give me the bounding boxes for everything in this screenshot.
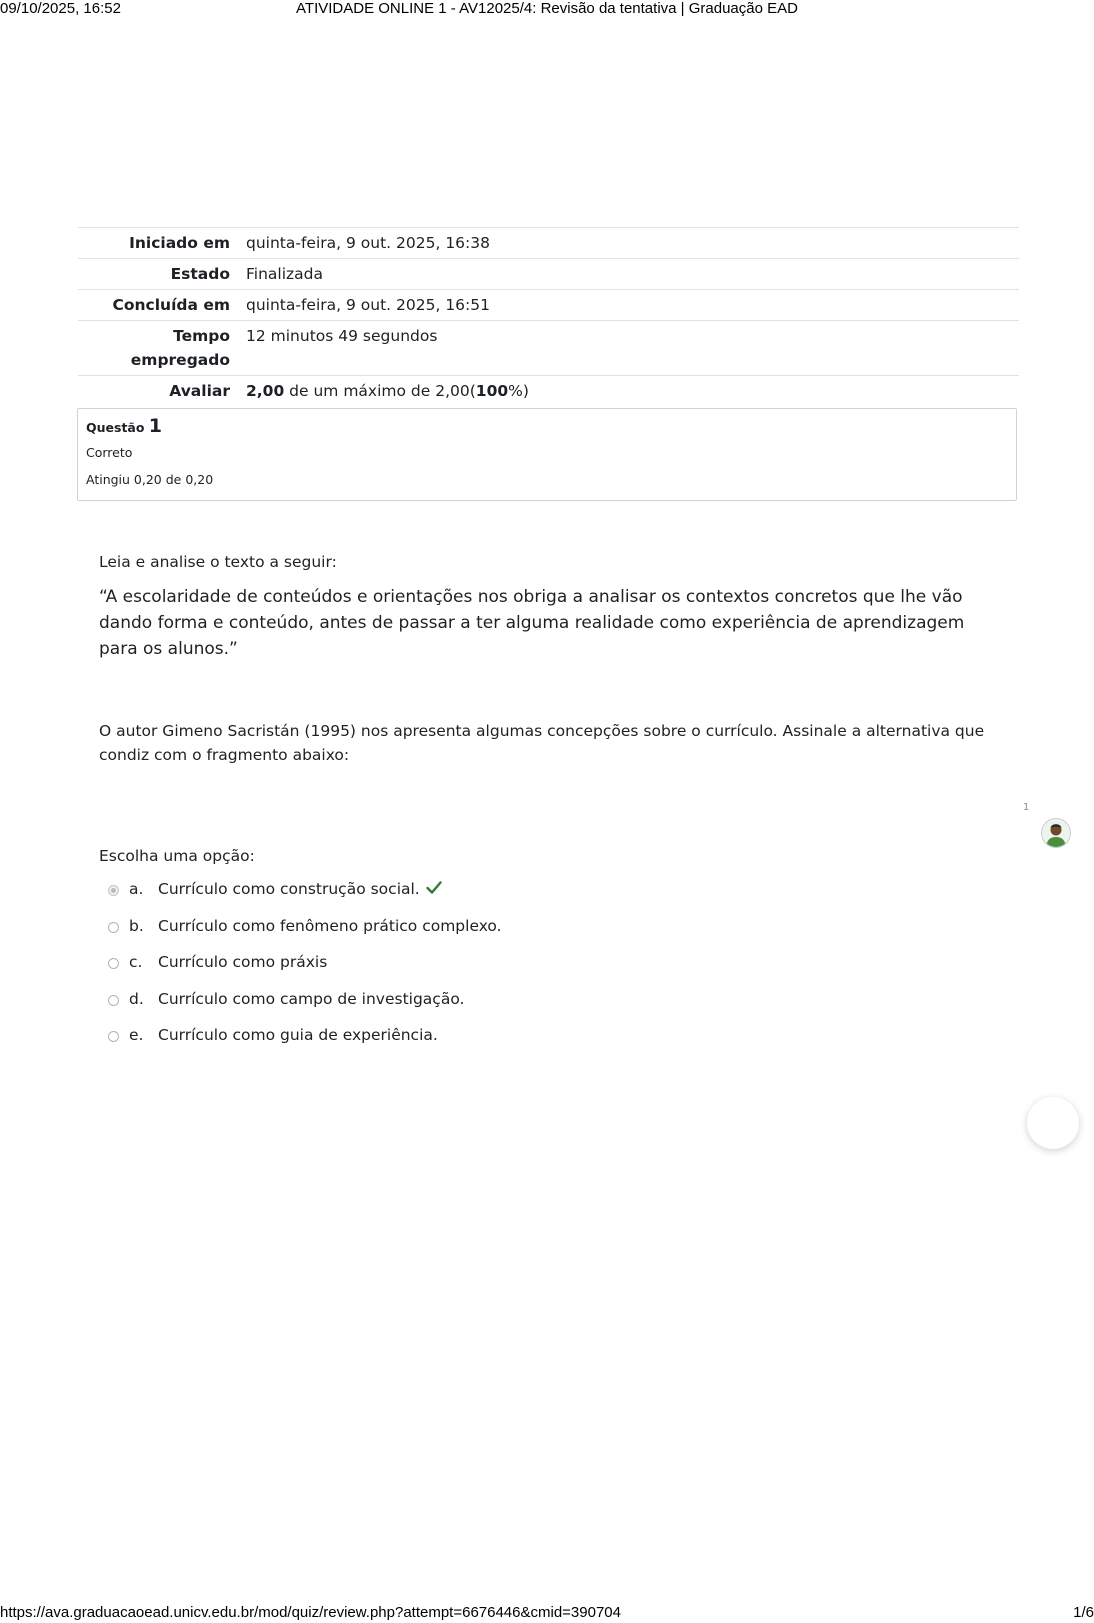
print-datetime: 09/10/2025, 16:52 xyxy=(0,0,121,17)
print-footer xyxy=(0,1604,1094,1622)
option-d-letter: d. xyxy=(129,989,144,1008)
state-label: Estado xyxy=(78,259,246,290)
side-counter: 1 xyxy=(1023,802,1030,813)
option-e[interactable] xyxy=(108,1026,808,1063)
question-number xyxy=(86,415,1008,437)
time-label-line2: empregado xyxy=(130,351,230,369)
question-info-box xyxy=(77,408,1017,501)
scroll-top-icon[interactable] xyxy=(1027,1097,1079,1149)
print-page-number: 1/6 xyxy=(1073,1604,1094,1621)
state-value: Finalizada xyxy=(246,259,1019,290)
summary-row-started xyxy=(78,228,1019,259)
grade-score: 2,00 xyxy=(246,382,285,400)
option-d-radio[interactable] xyxy=(108,995,119,1006)
completed-value: quinta-feira, 9 out. 2025, 16:51 xyxy=(246,290,1019,321)
question-quote: “A escolaridade de conteúdos e orientações nos obriga a analisar os contextos concretos que lhe vão dando forma e conteúdo, antes de passar a ter alguma realidade como experiência de aprendizagem para os alunos.” xyxy=(99,587,965,659)
question-number-value: 1 xyxy=(148,415,163,437)
option-c[interactable] xyxy=(108,953,808,990)
started-label: Iniciado em xyxy=(78,228,246,259)
choose-option-label: Escolha uma opção: xyxy=(99,847,255,865)
option-e-letter: e. xyxy=(129,1026,144,1044)
question-intro: Leia e analise o texto a seguir: xyxy=(99,553,337,571)
user-avatar-icon[interactable] xyxy=(1041,818,1071,848)
print-header xyxy=(0,0,1094,18)
option-a-radio[interactable] xyxy=(108,885,119,896)
grade-value xyxy=(246,376,1019,407)
check-icon xyxy=(426,880,442,898)
question-label: Questão xyxy=(86,420,149,435)
option-a[interactable] xyxy=(108,880,808,917)
time-label-line1: Tempo xyxy=(173,327,230,345)
option-d[interactable] xyxy=(108,990,808,1027)
question-mark: Atingiu 0,20 de 0,20 xyxy=(86,472,214,487)
option-d-text: Currículo como campo de investigação. xyxy=(158,989,465,1008)
question-state: Correto xyxy=(86,445,133,460)
question-prompt: O autor Gimeno Sacristán (1995) nos apresenta algumas concepções sobre o currículo. Assinale a alternativa que condiz com o fragmento abaixo: xyxy=(99,722,985,764)
grade-mid: de um máximo de 2,00( xyxy=(284,382,476,400)
grade-end: %) xyxy=(508,382,529,400)
time-value: 12 minutos 49 segundos xyxy=(246,321,1019,376)
option-e-radio[interactable] xyxy=(108,1031,119,1042)
option-b-letter: b. xyxy=(129,916,144,935)
attempt-summary-table xyxy=(78,227,1019,406)
option-a-letter: a. xyxy=(129,880,144,898)
time-label xyxy=(78,321,246,376)
option-c-text: Currículo como práxis xyxy=(158,953,328,971)
summary-row-time xyxy=(78,321,1019,376)
option-b[interactable] xyxy=(108,917,808,954)
completed-label: Concluída em xyxy=(78,290,246,321)
summary-row-grade xyxy=(78,376,1019,407)
print-url: https://ava.graduacaoead.unicv.edu.br/mod/quiz/review.php?attempt=6676446&cmid=390704 xyxy=(0,1604,621,1621)
print-page-title: ATIVIDADE ONLINE 1 - AV12025/4: Revisão da tentativa | Graduação EAD xyxy=(296,0,798,17)
grade-percent: 100 xyxy=(475,382,509,400)
option-c-letter: c. xyxy=(129,953,143,971)
started-value: quinta-feira, 9 out. 2025, 16:38 xyxy=(246,228,1019,259)
grade-label: Avaliar xyxy=(78,376,246,407)
option-c-radio[interactable] xyxy=(108,958,119,969)
summary-row-completed xyxy=(78,290,1019,321)
option-b-radio[interactable] xyxy=(108,922,119,933)
option-b-text: Currículo como fenômeno prático complexo. xyxy=(158,916,502,935)
summary-row-state xyxy=(78,259,1019,290)
option-e-text: Currículo como guia de experiência. xyxy=(158,1026,438,1044)
answer-options xyxy=(108,880,808,1063)
option-a-text: Currículo como construção social. xyxy=(158,880,420,898)
